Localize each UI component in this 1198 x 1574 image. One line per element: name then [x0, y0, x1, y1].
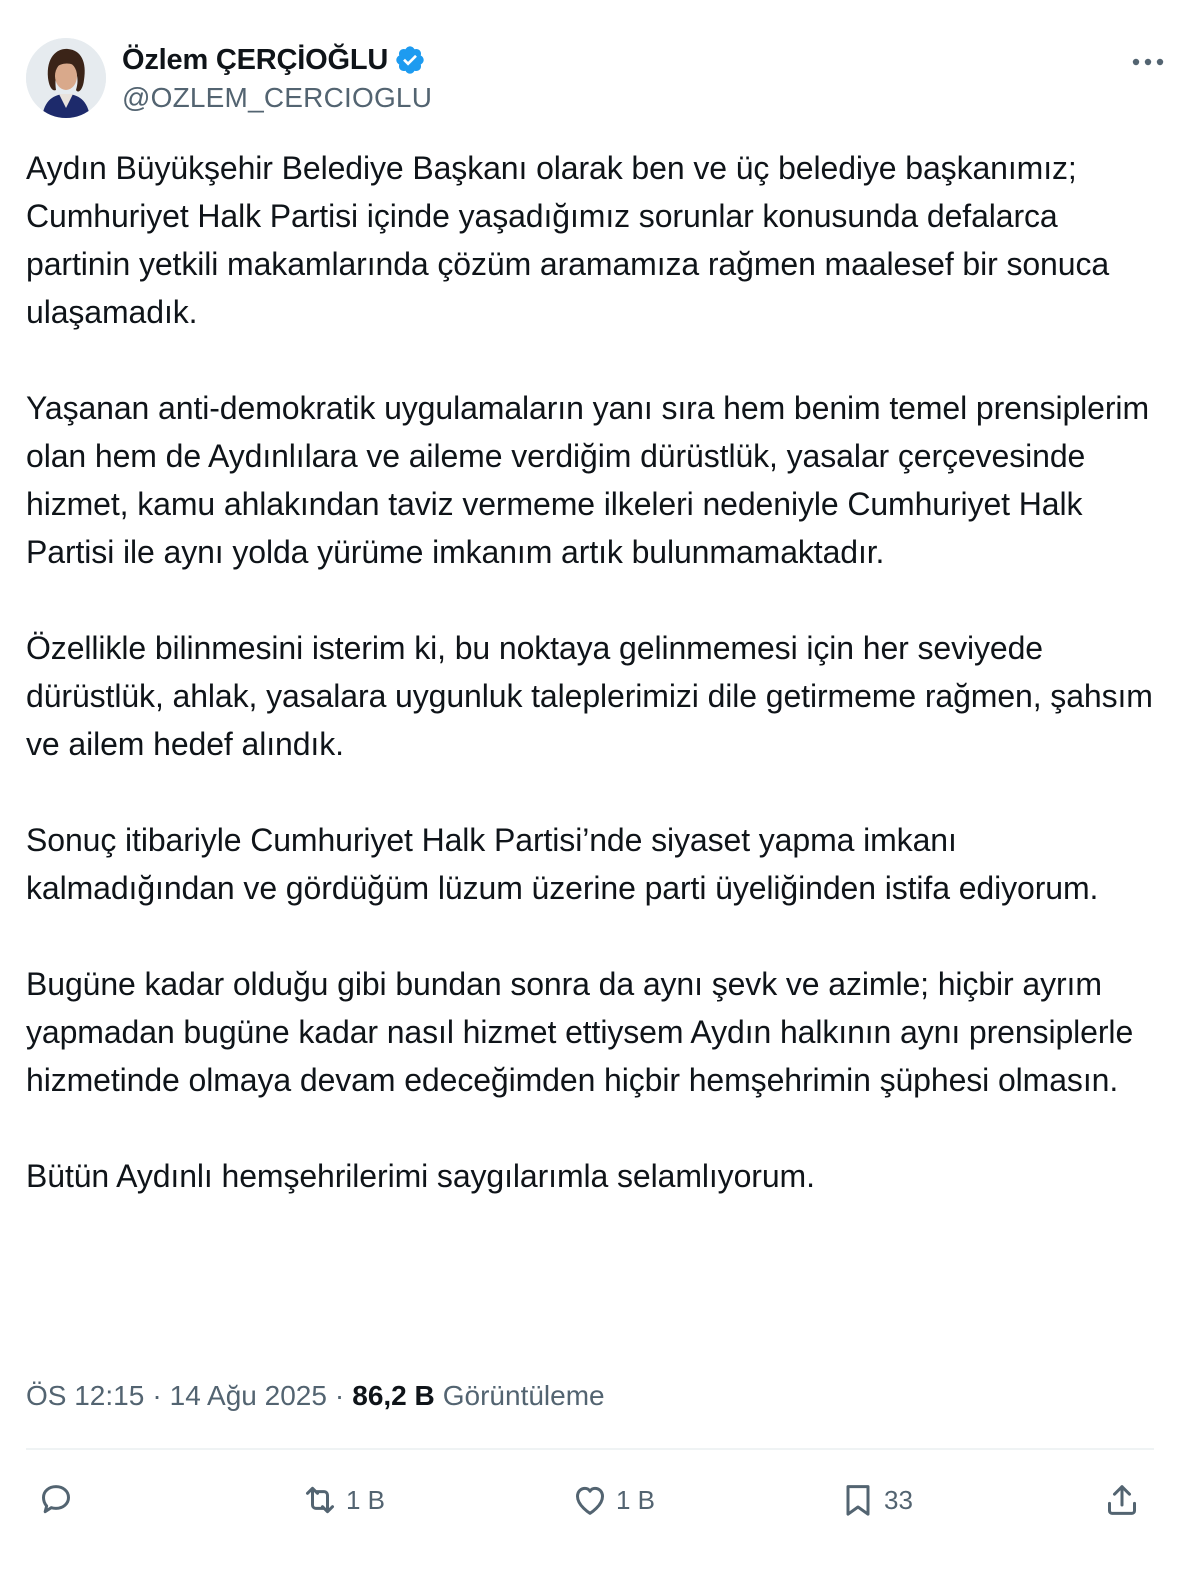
verified-badge-icon[interactable] [394, 44, 426, 76]
tweet-paragraph: Özellikle bilinmesini isterim ki, bu noktaya gelinmemesi için her seviyede dürüstlük, ahlak, yasalara uygunluk taleplerimizi dile getirmeme rağmen, şahsım ve ailem hedef alındık. [26, 630, 1153, 762]
display-name[interactable]: Özlem ÇERÇİOĞLU [122, 43, 389, 76]
tweet-paragraph: Bugüne kadar olduğu gibi bundan sonra da aynı şevk ve azimle; hiçbir ayrım yapmadan bugüne kadar nasıl hizmet ettiysem Aydın halkının aynı prensiplerle hizmetinde olmaya devam edeceğimden hiçbir hemşehrimin şüphesi olmasın. [26, 966, 1134, 1098]
heart-icon [570, 1480, 610, 1520]
like-button[interactable] [570, 1468, 655, 1532]
share-button[interactable] [1102, 1468, 1142, 1532]
display-name-row [122, 40, 432, 80]
retweet-button[interactable] [300, 1468, 385, 1532]
bookmark-count: 33 [884, 1484, 913, 1515]
share-icon [1102, 1480, 1142, 1520]
views-count[interactable]: 86,2 B [352, 1380, 435, 1411]
tweet-paragraph: Bütün Aydınlı hemşehrilerimi saygılarımla selamlıyorum. [26, 1158, 815, 1194]
bookmark-button[interactable] [838, 1468, 913, 1532]
tweet-paragraph: Aydın Büyükşehir Belediye Başkanı olarak ben ve üç belediye başkanımız; Cumhuriyet Halk Partisi içinde yaşadığımız sorunlar konusunda defalarca partinin yetkili makamlarında çözüm aramamıza rağmen maalesef bir sonuca ulaşamadık. [26, 150, 1110, 330]
views-label: Görüntüleme [442, 1380, 605, 1411]
reply-button[interactable] [36, 1468, 82, 1532]
reply-icon [36, 1480, 76, 1520]
author-names [122, 40, 432, 114]
tweet-paragraph: Sonuç itibariyle Cumhuriyet Halk Partisi’nde siyaset yapma imkanı kalmadığından ve gördüğüm lüzum üzerine parti üyeliğinden istifa ediyorum. [26, 822, 1099, 906]
divider [26, 1448, 1154, 1450]
meta-separator: · [152, 1380, 162, 1411]
tweet-text [26, 144, 1166, 1248]
author-handle[interactable]: @OZLEM_CERCIOGLU [122, 82, 433, 113]
tweet-actions [26, 1468, 1154, 1532]
more-options-icon[interactable] [1130, 52, 1166, 72]
tweet-header [26, 36, 1172, 120]
like-count: 1 B [616, 1484, 656, 1515]
bookmark-icon [838, 1480, 878, 1520]
meta-separator: · [334, 1380, 345, 1411]
tweet-date[interactable]: 14 Ağu 2025 [169, 1380, 327, 1411]
avatar-image [26, 38, 106, 118]
tweet-time[interactable]: ÖS 12:15 [26, 1380, 145, 1411]
tweet-metadata [26, 1374, 605, 1418]
retweet-count: 1 B [346, 1484, 386, 1515]
avatar[interactable] [26, 38, 106, 118]
retweet-icon [300, 1480, 340, 1520]
tweet-paragraph: Yaşanan anti-demokratik uygulamaların yanı sıra hem benim temel prensiplerim olan hem de Aydınlılara ve aileme verdiğim dürüstlük, yasalar çerçevesinde hizmet, kamu ahlakından taviz vermeme ilkeleri nedeniyle Cumhuriyet Halk Partisi ile aynı yolda yürüme imkanım artık bulunmamaktadır. [26, 390, 1149, 570]
